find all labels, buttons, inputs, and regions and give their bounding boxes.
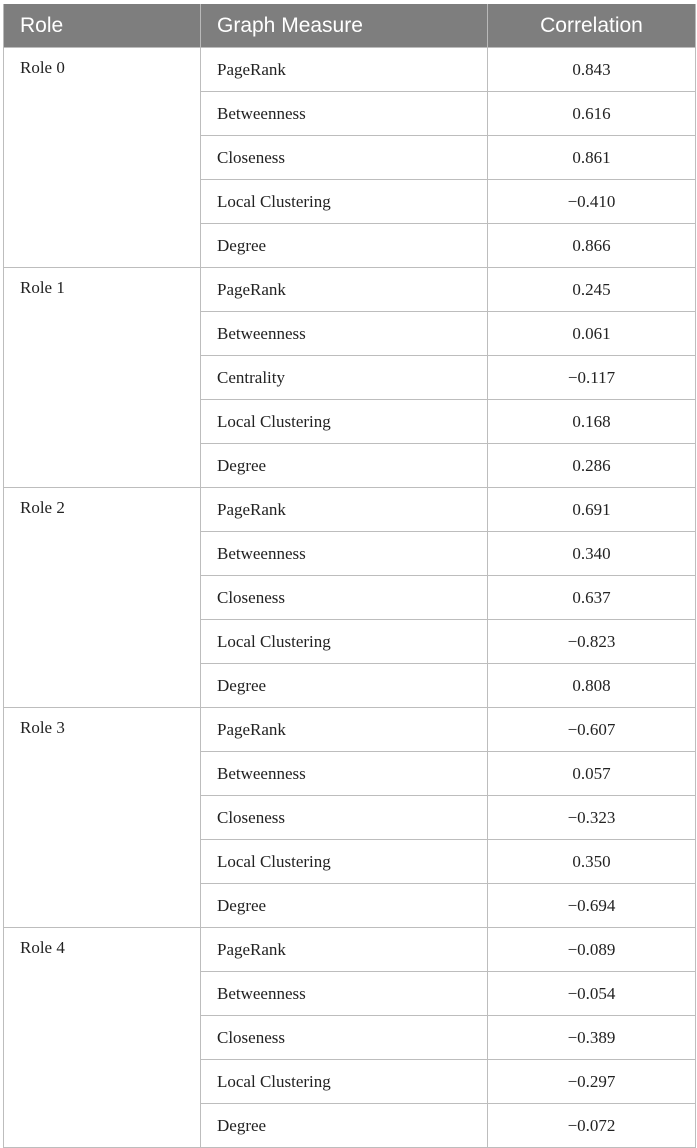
correlation-value-cell: 0.245 — [488, 268, 696, 312]
correlation-value-cell: −0.410 — [488, 180, 696, 224]
graph-measure-cell: Centrality — [201, 356, 488, 400]
role-cell: Role 0 — [4, 48, 201, 268]
graph-measure-cell: Closeness — [201, 796, 488, 840]
graph-measure-cell: PageRank — [201, 488, 488, 532]
graph-measure-cell: Degree — [201, 884, 488, 928]
table-row — [4, 488, 696, 532]
correlation-table — [3, 4, 696, 1148]
table-row — [4, 268, 696, 312]
graph-measure-cell: PageRank — [201, 708, 488, 752]
correlation-value-cell: 0.861 — [488, 136, 696, 180]
graph-measure-cell: Local Clustering — [201, 180, 488, 224]
correlation-value-cell: −0.089 — [488, 928, 696, 972]
graph-measure-cell: Degree — [201, 664, 488, 708]
correlation-value-cell: 0.340 — [488, 532, 696, 576]
correlation-value-cell: −0.323 — [488, 796, 696, 840]
correlation-value-cell: 0.350 — [488, 840, 696, 884]
graph-measure-cell: PageRank — [201, 268, 488, 312]
graph-measure-cell: Betweenness — [201, 532, 488, 576]
header-correlation: Correlation — [488, 4, 696, 48]
table-row — [4, 48, 696, 92]
correlation-value-cell: 0.057 — [488, 752, 696, 796]
correlation-value-cell: 0.808 — [488, 664, 696, 708]
correlation-value-cell: −0.694 — [488, 884, 696, 928]
graph-measure-cell: Betweenness — [201, 92, 488, 136]
correlation-value-cell: 0.637 — [488, 576, 696, 620]
graph-measure-cell: Local Clustering — [201, 840, 488, 884]
graph-measure-cell: Closeness — [201, 576, 488, 620]
correlation-value-cell: 0.843 — [488, 48, 696, 92]
header-role: Role — [4, 4, 201, 48]
graph-measure-cell: Local Clustering — [201, 620, 488, 664]
correlation-value-cell: 0.286 — [488, 444, 696, 488]
role-cell: Role 3 — [4, 708, 201, 928]
graph-measure-cell: Betweenness — [201, 312, 488, 356]
table-row — [4, 708, 696, 752]
table-header — [4, 4, 696, 48]
graph-measure-cell: Closeness — [201, 1016, 488, 1060]
correlation-value-cell: 0.168 — [488, 400, 696, 444]
graph-measure-cell: Degree — [201, 444, 488, 488]
graph-measure-cell: PageRank — [201, 48, 488, 92]
graph-measure-cell: Degree — [201, 1104, 488, 1148]
correlation-value-cell: 0.866 — [488, 224, 696, 268]
graph-measure-cell: Local Clustering — [201, 400, 488, 444]
correlation-value-cell: −0.823 — [488, 620, 696, 664]
correlation-value-cell: 0.616 — [488, 92, 696, 136]
table-body — [4, 48, 696, 1148]
graph-measure-cell: Closeness — [201, 136, 488, 180]
correlation-value-cell: −0.389 — [488, 1016, 696, 1060]
graph-measure-cell: Local Clustering — [201, 1060, 488, 1104]
header-graph-measure: Graph Measure — [201, 4, 488, 48]
graph-measure-cell: Betweenness — [201, 752, 488, 796]
correlation-value-cell: −0.297 — [488, 1060, 696, 1104]
role-cell: Role 2 — [4, 488, 201, 708]
correlation-value-cell: −0.607 — [488, 708, 696, 752]
correlation-value-cell: −0.117 — [488, 356, 696, 400]
role-cell: Role 4 — [4, 928, 201, 1148]
graph-measure-cell: PageRank — [201, 928, 488, 972]
correlation-value-cell: −0.072 — [488, 1104, 696, 1148]
correlation-value-cell: −0.054 — [488, 972, 696, 1016]
table-row — [4, 928, 696, 972]
graph-measure-cell: Degree — [201, 224, 488, 268]
graph-measure-cell: Betweenness — [201, 972, 488, 1016]
header-row — [4, 4, 696, 48]
correlation-value-cell: 0.691 — [488, 488, 696, 532]
correlation-value-cell: 0.061 — [488, 312, 696, 356]
role-cell: Role 1 — [4, 268, 201, 488]
